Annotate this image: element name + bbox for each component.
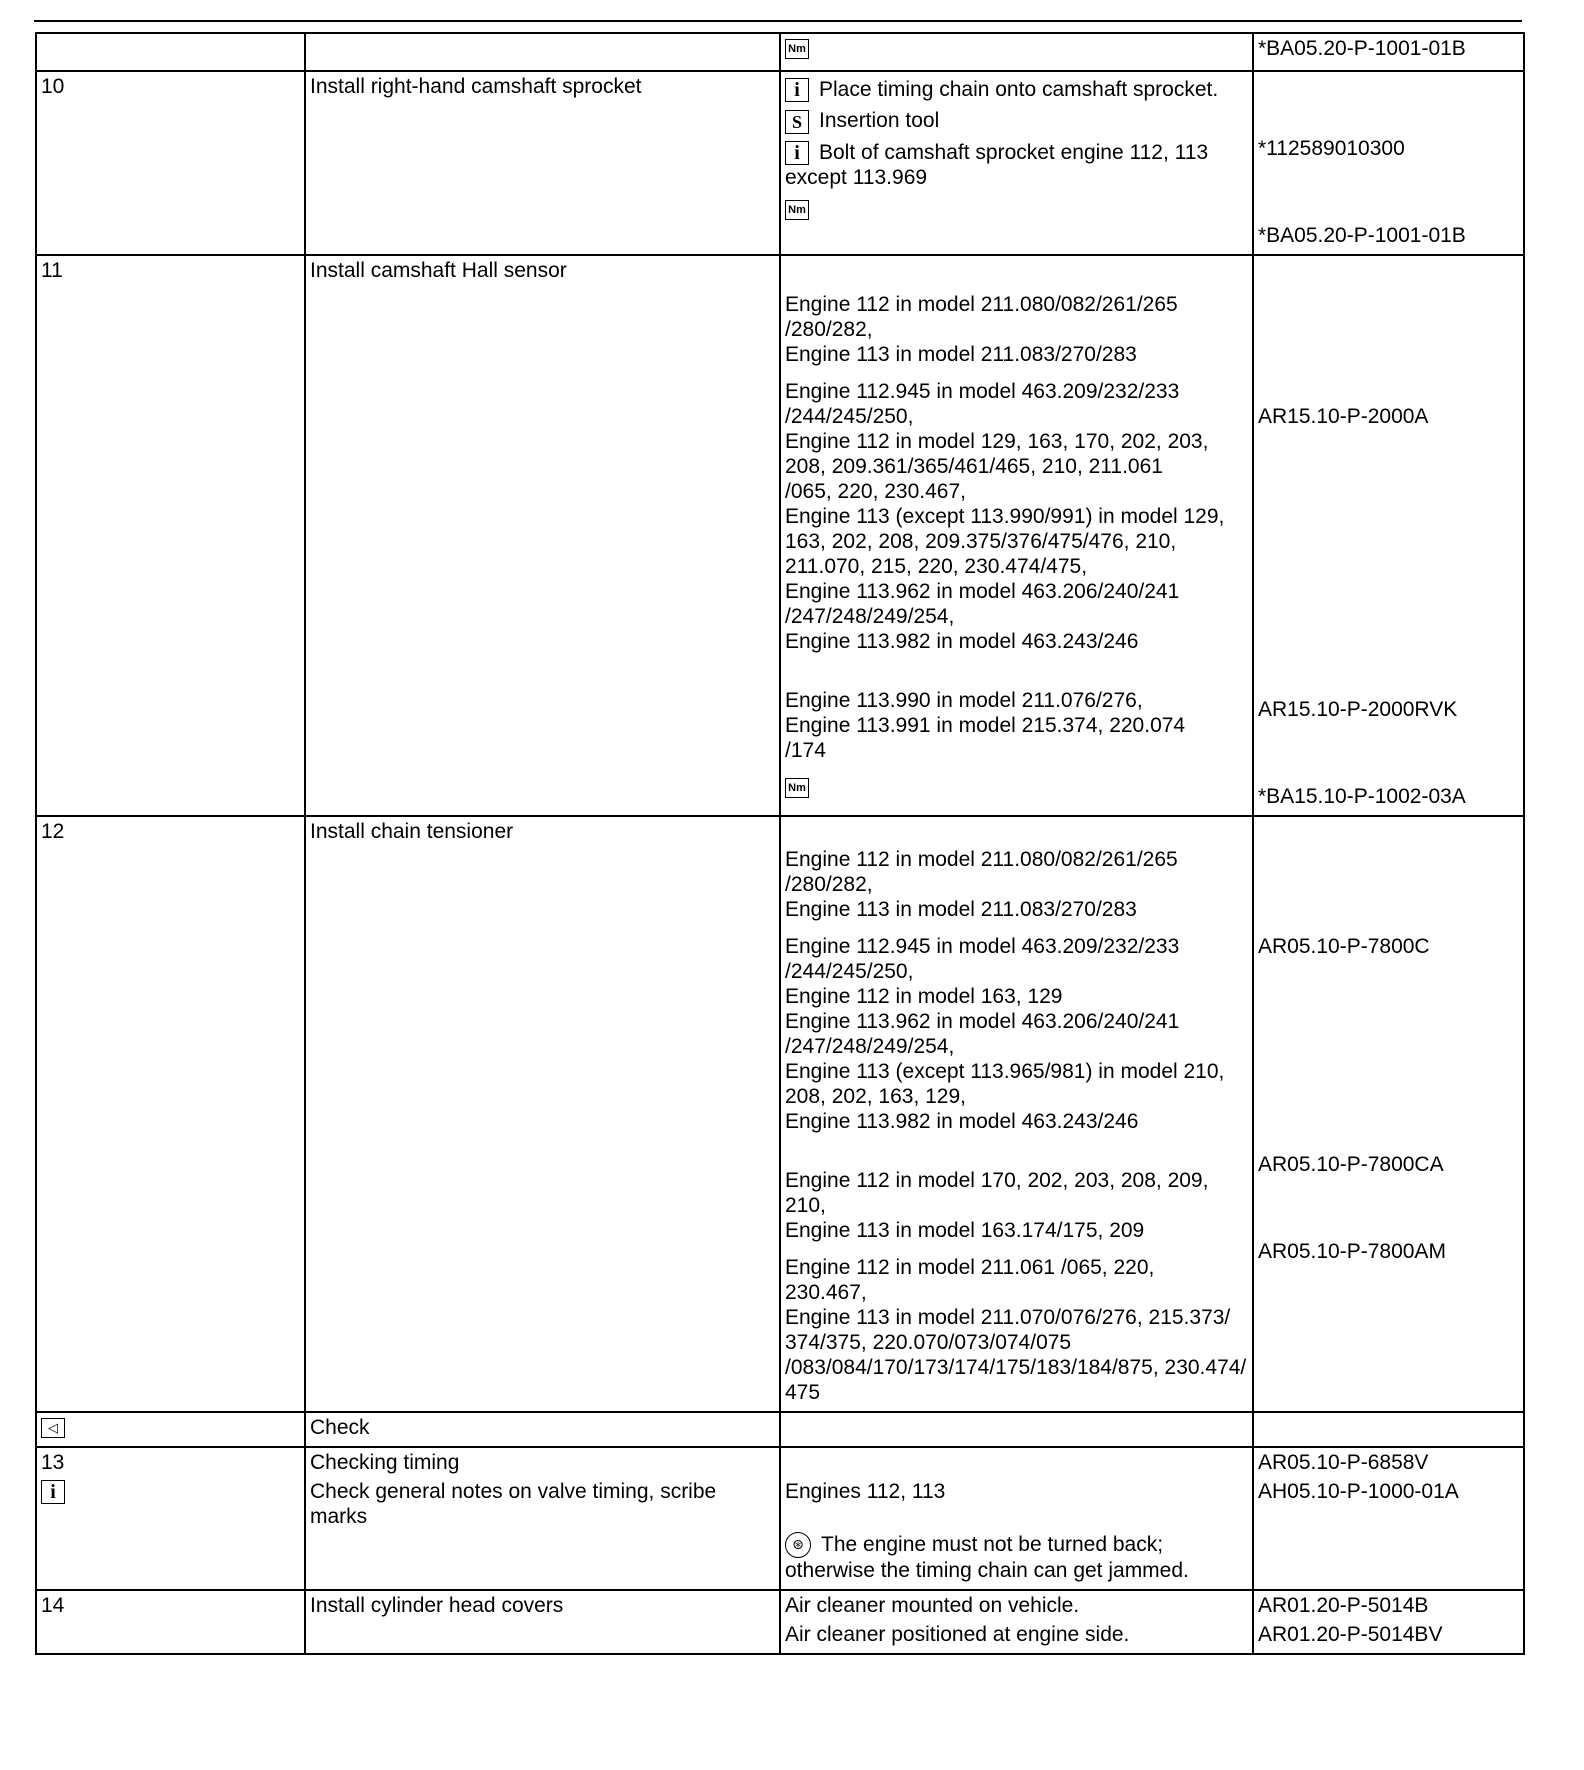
note-text: Engine 113.962 in model 463.206/240/241 [785, 1010, 1180, 1033]
task-text: Checking timing [310, 1451, 460, 1474]
note-text: Engines 112, 113 [785, 1480, 946, 1503]
note-text: marks [310, 1505, 368, 1528]
note-text: 208, 209.361/365/461/465, 210, 211.061 [785, 455, 1163, 478]
step-cell [36, 1447, 305, 1590]
note-text: Air cleaner positioned at engine side. [785, 1623, 1130, 1647]
step-number: 14 [41, 1594, 65, 1618]
reference-link[interactable]: *BA15.10-P-1002-03A [1258, 785, 1466, 808]
note-text: Engine 113 (except 113.965/981) in model 210, [785, 1060, 1225, 1083]
notes-cell [780, 1447, 1253, 1590]
note-text: 163, 202, 208, 209.375/376/475/476, 210, [785, 530, 1177, 553]
note-text: Check general notes on valve timing, scribe [310, 1480, 717, 1503]
note-text: /244/245/250, [785, 405, 914, 428]
note-text: Engine 113 in model 163.174/175, 209 [785, 1219, 1145, 1242]
note-text: 210, [785, 1194, 826, 1217]
notes-cell [780, 1590, 1253, 1654]
note-text: Engine 113.982 in model 463.243/246 [785, 1110, 1139, 1133]
step-number: 13 [41, 1451, 65, 1474]
step-cell [36, 33, 305, 71]
step-number: 11 [41, 259, 63, 282]
reference-link[interactable]: AR05.10-P-7800AM [1258, 1240, 1446, 1263]
reference-link[interactable]: AR05.10-P-6858V [1258, 1451, 1429, 1474]
note-text: /247/248/249/254, [785, 605, 955, 628]
note-text: /280/282, [785, 873, 873, 896]
note-text: 230.467, [785, 1281, 867, 1304]
table-row [36, 816, 1524, 1412]
task-text: Install right-hand camshaft sprocket [310, 75, 642, 98]
note-text: Air cleaner mounted on vehicle. [785, 1594, 1080, 1618]
note-text: /280/282, [785, 318, 873, 341]
step-cell [36, 71, 305, 255]
info-icon: i [785, 78, 809, 102]
task-cell [305, 816, 780, 1412]
task-cell [305, 1447, 780, 1590]
step-cell [36, 816, 305, 1412]
torque-icon: Nm [785, 200, 809, 220]
note-text: Engine 113.982 in model 463.243/246 [785, 630, 1139, 653]
reference-cell [1253, 1590, 1524, 1654]
notes-cell [780, 71, 1253, 255]
step-number: 10 [41, 75, 65, 98]
reference-cell [1253, 255, 1524, 816]
reference-link[interactable]: AR05.10-P-7800CA [1258, 1153, 1444, 1176]
reference-cell [1253, 71, 1524, 255]
reference-cell [1253, 1412, 1524, 1447]
step-cell [36, 1590, 305, 1654]
note-text: Engine 112.945 in model 463.209/232/233 [785, 935, 1180, 958]
reference-cell [1253, 1447, 1524, 1590]
task-text: Check [310, 1416, 370, 1439]
notes-cell [780, 33, 1253, 71]
note-text: 208, 202, 163, 129, [785, 1085, 966, 1108]
table-row [36, 1447, 1524, 1590]
reference-link[interactable]: AR15.10-P-2000A [1258, 405, 1429, 428]
step-cell [36, 255, 305, 816]
note-text: Engine 112 in model 163, 129 [785, 985, 1063, 1008]
note-text: Engine 113 in model 211.070/076/276, 215.373/ [785, 1306, 1231, 1329]
note-text: 475 [785, 1381, 821, 1404]
task-cell [305, 1412, 780, 1447]
note-text: Engine 113.962 in model 463.206/240/241 [785, 580, 1180, 603]
warning-text: otherwise the timing chain can get jammed. [785, 1559, 1189, 1583]
torque-icon: Nm [785, 778, 809, 798]
note-text: /247/248/249/254, [785, 1035, 955, 1058]
reference-cell [1253, 33, 1524, 71]
info-icon: i [785, 141, 809, 165]
warning-icon: ⊛ [785, 1532, 811, 1558]
note-text: Engine 113 (except 113.990/991) in model 129, [785, 505, 1225, 528]
table-row [36, 1412, 1524, 1447]
note-text: /083/084/170/173/174/175/183/184/875, 230.474/ [785, 1356, 1247, 1379]
info-icon: i [41, 1480, 65, 1504]
note-text: Engine 113.990 in model 211.076/276, [785, 689, 1143, 712]
note-text: Engine 112 in model 211.080/082/261/265 [785, 293, 1178, 316]
note-text: Engine 112 in model 211.080/082/261/265 [785, 848, 1178, 871]
note-text: Bolt of camshaft sprocket engine 112, 113 [819, 140, 1209, 164]
notes-cell [780, 1412, 1253, 1447]
warning-text: The engine must not be turned back; [821, 1533, 1164, 1556]
note-text: Engine 112 in model 211.061 /065, 220, [785, 1256, 1155, 1279]
task-cell [305, 71, 780, 255]
reference-cell [1253, 816, 1524, 1412]
check-icon: ◁ [41, 1418, 65, 1438]
reference-link[interactable]: AR01.20-P-5014B [1258, 1594, 1429, 1618]
reference-link[interactable]: *BA05.20-P-1001-01B [1258, 37, 1466, 60]
top-rule [34, 20, 1522, 22]
note-text: Engine 113 in model 211.083/270/283 [785, 898, 1137, 921]
note-text: except 113.969 [785, 166, 928, 190]
step-number: 12 [41, 820, 65, 843]
notes-cell [780, 255, 1253, 816]
torque-icon: Nm [785, 39, 809, 59]
note-text: Engine 112 in model 129, 163, 170, 202, 203, [785, 430, 1209, 453]
note-text: /244/245/250, [785, 960, 914, 983]
table-row [36, 33, 1524, 71]
note-text: Engine 113.991 in model 215.374, 220.074 [785, 714, 1186, 737]
note-text: Engine 112 in model 170, 202, 203, 208, 209, [785, 1169, 1209, 1192]
note-text: /174 [785, 739, 826, 762]
tool-text: Insertion tool [819, 109, 940, 133]
task-text: Install cylinder head covers [310, 1594, 564, 1618]
table-row [36, 255, 1524, 816]
note-text: 211.070, 215, 220, 230.474/475, [785, 555, 1088, 578]
tool-reference-link[interactable]: *112589010300 [1258, 137, 1405, 160]
reference-link[interactable]: AR05.10-P-7800C [1258, 935, 1430, 958]
reference-link[interactable]: AH05.10-P-1000-01A [1258, 1480, 1459, 1503]
procedure-table [35, 32, 1525, 1655]
note-text: Place timing chain onto camshaft sprocket. [819, 78, 1219, 101]
reference-link[interactable]: AR15.10-P-2000RVK [1258, 698, 1458, 721]
table-row [36, 1590, 1524, 1654]
step-cell [36, 1412, 305, 1447]
tool-icon: S [785, 110, 809, 134]
reference-link[interactable]: AR01.20-P-5014BV [1258, 1623, 1443, 1647]
note-text: Engine 113 in model 211.083/270/283 [785, 343, 1137, 366]
note-text: 374/375, 220.070/073/074/075 [785, 1331, 1072, 1354]
task-cell [305, 1590, 780, 1654]
reference-link[interactable]: *BA05.20-P-1001-01B [1258, 224, 1466, 247]
task-cell [305, 255, 780, 816]
task-cell [305, 33, 780, 71]
table-row [36, 71, 1524, 255]
notes-cell [780, 816, 1253, 1412]
task-text: Install chain tensioner [310, 820, 514, 843]
note-text: /065, 220, 230.467, [785, 480, 966, 503]
note-text: Engine 112.945 in model 463.209/232/233 [785, 380, 1180, 403]
task-text: Install camshaft Hall sensor [310, 259, 567, 282]
